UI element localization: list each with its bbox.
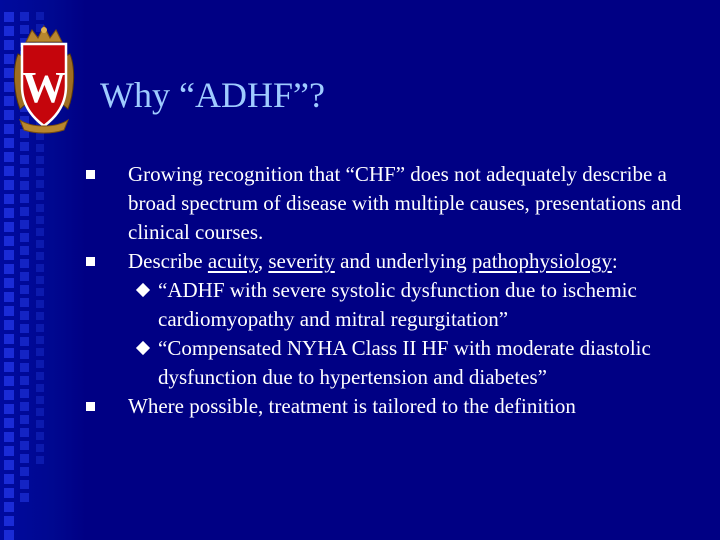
diamond-bullet-icon: [136, 283, 150, 297]
decorative-square: [4, 306, 14, 316]
decorative-square: [4, 334, 14, 344]
decorative-square: [36, 360, 44, 368]
decorative-square: [4, 152, 14, 162]
decorative-square: [4, 348, 14, 358]
decorative-square: [36, 444, 44, 452]
decorative-square: [4, 138, 14, 148]
decorative-square: [20, 311, 29, 320]
decorative-square: [20, 168, 29, 177]
decorative-square: [36, 384, 44, 392]
decorative-square: [20, 363, 29, 372]
text-run: :: [611, 249, 618, 273]
decorative-square: [20, 207, 29, 216]
decorative-square: [36, 372, 44, 380]
decorative-square: [20, 194, 29, 203]
decorative-square: [20, 441, 29, 450]
decorative-square: [4, 264, 14, 274]
decorative-square: [4, 166, 14, 176]
decorative-square: [36, 264, 44, 272]
decorative-square: [4, 446, 14, 456]
decorative-square: [20, 389, 29, 398]
decorative-square: [36, 240, 44, 248]
decorative-square: [20, 181, 29, 190]
decorative-square: [36, 204, 44, 212]
decorative-square: [20, 337, 29, 346]
decorative-square: [36, 168, 44, 176]
text-run: and underlying: [334, 249, 472, 273]
university-crest-logo: [12, 24, 76, 134]
decorative-square: [4, 320, 14, 330]
decorative-square: [36, 408, 44, 416]
bullet-list: [86, 160, 696, 421]
crest-letter: W: [22, 63, 66, 112]
decorative-square: [4, 180, 14, 190]
decorative-square: [36, 300, 44, 308]
text-run: Describe: [128, 249, 208, 273]
square-bullet-icon: [86, 257, 95, 266]
decorative-square: [20, 285, 29, 294]
decorative-square: [4, 292, 14, 302]
decorative-square: [4, 12, 14, 22]
decorative-square: [20, 454, 29, 463]
text-run: ,: [257, 249, 269, 273]
decorative-square: [36, 144, 44, 152]
bullet-item: [86, 247, 696, 276]
decorative-square: [36, 324, 44, 332]
decorative-square: [20, 12, 29, 21]
bullet-text: Where possible, treatment is tailored to the definition: [128, 394, 576, 418]
decorative-square: [36, 288, 44, 296]
decorative-square: [4, 376, 14, 386]
square-bullet-icon: [86, 402, 95, 411]
decorative-square: [20, 376, 29, 385]
decorative-square: [36, 216, 44, 224]
decorative-square: [4, 530, 14, 540]
decorative-square: [4, 418, 14, 428]
bullet-text: Growing recognition that “CHF” does not adequately describe a broad spectrum of disease with multiple causes, presentations and clinical courses.: [128, 162, 682, 244]
decorative-square: [20, 298, 29, 307]
decorative-square: [36, 396, 44, 404]
bullet-item: [86, 392, 696, 421]
decorative-square: [36, 456, 44, 464]
decorative-square: [36, 336, 44, 344]
decorative-square: [36, 12, 44, 20]
decorative-square: [4, 488, 14, 498]
decorative-square: [4, 362, 14, 372]
decorative-square: [4, 194, 14, 204]
decorative-square: [20, 259, 29, 268]
decorative-square: [36, 156, 44, 164]
decorative-square: [20, 480, 29, 489]
diamond-bullet-icon: [136, 341, 150, 355]
decorative-square: [4, 250, 14, 260]
decorative-square: [4, 502, 14, 512]
decorative-square: [20, 220, 29, 229]
bullet-text: [128, 247, 696, 276]
decorative-square: [20, 493, 29, 502]
bullet-item: [86, 160, 696, 247]
decorative-square: [20, 402, 29, 411]
decorative-square: [36, 192, 44, 200]
decorative-square: [36, 228, 44, 236]
decorative-square: [20, 324, 29, 333]
decorative-square: [4, 208, 14, 218]
decorative-square: [4, 222, 14, 232]
decorative-square: [20, 142, 29, 151]
decorative-square: [20, 467, 29, 476]
slide-title: Why “ADHF”?: [100, 75, 325, 115]
pathophysiology-term: pathophysiology: [471, 249, 612, 273]
sub-bullet-text: “Compensated NYHA Class II HF with moderate diastolic dysfunction due to hypertension and diabetes”: [158, 336, 651, 389]
decorative-square: [20, 428, 29, 437]
sub-bullet-item: [86, 276, 696, 334]
decorative-square: [4, 516, 14, 526]
decorative-square: [36, 180, 44, 188]
decorative-square: [20, 415, 29, 424]
decorative-square: [4, 404, 14, 414]
sub-bullet-text: “ADHF with severe systolic dysfunction due to ischemic cardiomyopathy and mitral regurgitation”: [158, 278, 637, 331]
decorative-square: [20, 233, 29, 242]
decorative-square: [4, 278, 14, 288]
decorative-square: [4, 236, 14, 246]
decorative-square: [20, 350, 29, 359]
decorative-square: [36, 420, 44, 428]
severity-term: severity: [268, 249, 335, 273]
decorative-square: [36, 252, 44, 260]
decorative-square: [20, 272, 29, 281]
sub-bullet-item: [86, 334, 696, 392]
decorative-square: [4, 432, 14, 442]
decorative-square: [36, 312, 44, 320]
decorative-square: [36, 348, 44, 356]
acuity-term: acuity: [207, 249, 258, 273]
square-bullet-icon: [86, 170, 95, 179]
decorative-square: [36, 432, 44, 440]
decorative-square: [20, 155, 29, 164]
decorative-square: [36, 276, 44, 284]
decorative-square: [20, 246, 29, 255]
decorative-square: [4, 474, 14, 484]
decorative-square: [4, 460, 14, 470]
decorative-square: [4, 390, 14, 400]
